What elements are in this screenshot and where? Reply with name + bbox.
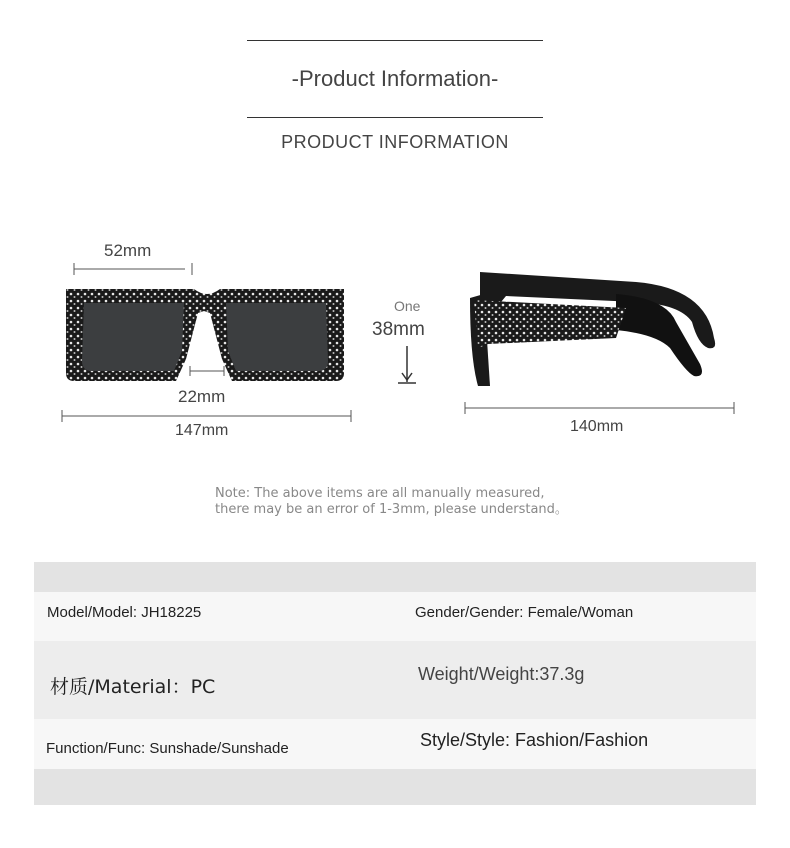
lens-width-dimension-line: [70, 263, 200, 277]
spec-function: Function/Func: Sunshade/Sunshade: [46, 740, 289, 757]
glasses-side-image: [466, 268, 736, 388]
header-rule-top: [247, 40, 543, 41]
bridge-dimension-line: [188, 366, 228, 378]
lens-height-arrow: [398, 346, 418, 386]
spec-weight: Weight/Weight:37.3g: [418, 664, 585, 684]
page-title: -Product Information-: [291, 66, 499, 91]
spec-table-bottom-band: [34, 769, 756, 805]
header-rule-bottom: [247, 117, 543, 118]
page-subtitle: PRODUCT INFORMATION: [281, 132, 509, 152]
spec-material: 材质/Material：PC: [50, 676, 216, 698]
note-line-2: there may be an error of 1-3mm, please understand。: [215, 502, 568, 517]
temple-length-dimension-line: [462, 402, 742, 416]
spec-table-top-band: [34, 562, 756, 592]
total-width-label: 147mm: [175, 422, 229, 439]
spec-gender: Gender/Gender: Female/Woman: [415, 604, 634, 621]
spec-style: Style/Style: Fashion/Fashion: [420, 730, 649, 750]
lens-width-label: 52mm: [104, 241, 152, 260]
measurement-note: [215, 486, 568, 518]
spec-model: Model/Model: JH18225: [47, 604, 202, 621]
temple-length-label: 140mm: [570, 418, 624, 435]
note-line-1: Note: The above items are all manually measured,: [215, 486, 545, 501]
height-prefix-label: One: [394, 298, 421, 314]
lens-height-label: 38mm: [372, 319, 425, 340]
bridge-label: 22mm: [178, 387, 226, 406]
